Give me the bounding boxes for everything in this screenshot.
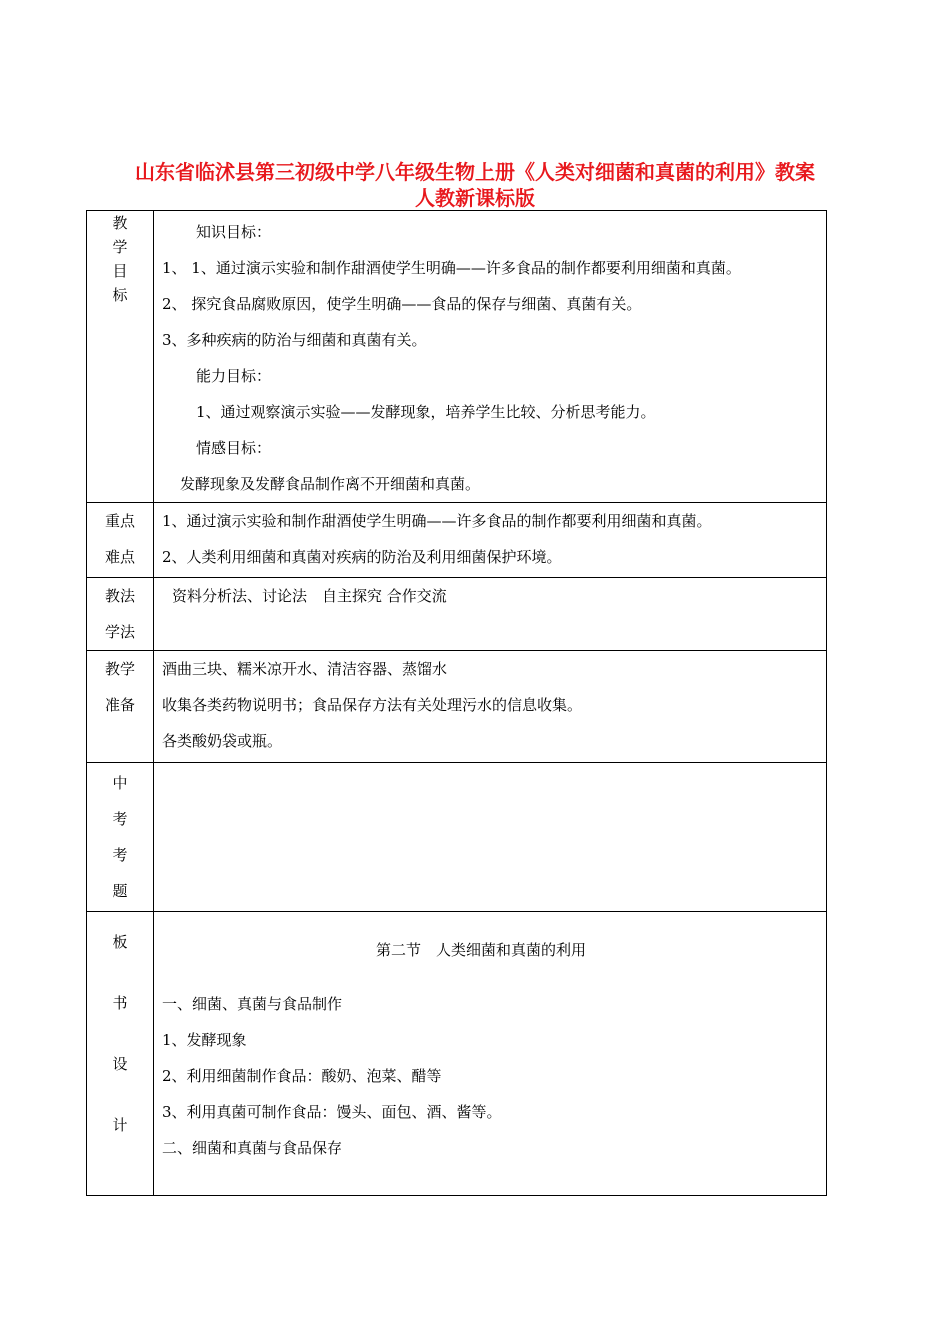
teaching-objectives-content: [154, 211, 827, 503]
teaching-prep-row: [87, 651, 827, 763]
board-item: 一、细菌、真菌与食品制作: [162, 995, 343, 1013]
methods-content: [154, 578, 827, 651]
key-point-item: 1、通过演示实验和制作甜酒使学生明确——许多食品的制作都要利用细菌和真菌。: [162, 512, 712, 530]
teaching-objectives-row: [87, 211, 827, 503]
prep-item: 酒曲三块、糯米凉开水、清洁容器、蒸馏水: [162, 660, 448, 678]
exam-questions-label: 中 考 考 题: [87, 763, 154, 912]
emotion-goal-item: 发酵现象及发酵食品制作离不开细菌和真菌。: [180, 475, 481, 493]
teaching-objectives-label: 教 学 目 标: [87, 211, 154, 503]
knowledge-goal-heading: 知识目标：: [196, 223, 272, 241]
document-title: 山东省临沭县第三初级中学八年级生物上册《人类对细菌和真菌的利用》教案: [135, 160, 815, 184]
board-design-content: [154, 912, 827, 1196]
objective-item: 2、 探究食品腐败原因，使学生明确——食品的保存与细菌、真菌有关。: [162, 295, 642, 313]
board-item: 1、发酵现象: [162, 1031, 247, 1049]
ability-goal-item: 1、通过观察演示实验——发酵现象，培养学生比较、分析思考能力。: [196, 403, 656, 421]
methods-label: 教法 学法: [87, 578, 154, 651]
teaching-prep-label: 教学 准备: [87, 651, 154, 763]
key-points-row: [87, 503, 827, 578]
board-design-row: [87, 912, 827, 1196]
board-item: 2、利用细菌制作食品：酸奶、泡菜、醋等: [162, 1067, 442, 1085]
objective-item: 1、 1、通过演示实验和制作甜酒使学生明确——许多食品的制作都要利用细菌和真菌。: [162, 259, 741, 277]
methods-row: [87, 578, 827, 651]
board-design-label: 板 书 设 计: [87, 912, 154, 1196]
key-points-content: [154, 503, 827, 578]
teaching-prep-content: [154, 651, 827, 763]
board-item: 二、细菌和真菌与食品保存: [162, 1139, 343, 1157]
key-point-item: 2、人类利用细菌和真菌对疾病的防治及利用细菌保护环境。: [162, 548, 562, 566]
board-heading: 第二节 人类细菌和真菌的利用: [375, 941, 586, 959]
emotion-goal-heading: 情感目标：: [196, 439, 272, 457]
exam-questions-row: [87, 763, 827, 912]
methods-text: 资料分析法、讨论法 自主探究 合作交流: [172, 587, 447, 605]
document-subtitle: 人教新课标版: [415, 186, 535, 210]
board-item: 3、利用真菌可制作食品：馒头、面包、酒、酱等。: [162, 1103, 502, 1121]
ability-goal-heading: 能力目标：: [196, 367, 272, 385]
objective-item: 3、多种疾病的防治与细菌和真菌有关。: [162, 331, 427, 349]
lesson-plan-table: [86, 210, 827, 1196]
prep-item: 收集各类药物说明书；食品保存方法有关处理污水的信息收集。: [162, 696, 583, 714]
key-points-label: 重点 难点: [87, 503, 154, 578]
prep-item: 各类酸奶袋或瓶。: [162, 732, 283, 750]
exam-questions-content: [154, 763, 827, 912]
